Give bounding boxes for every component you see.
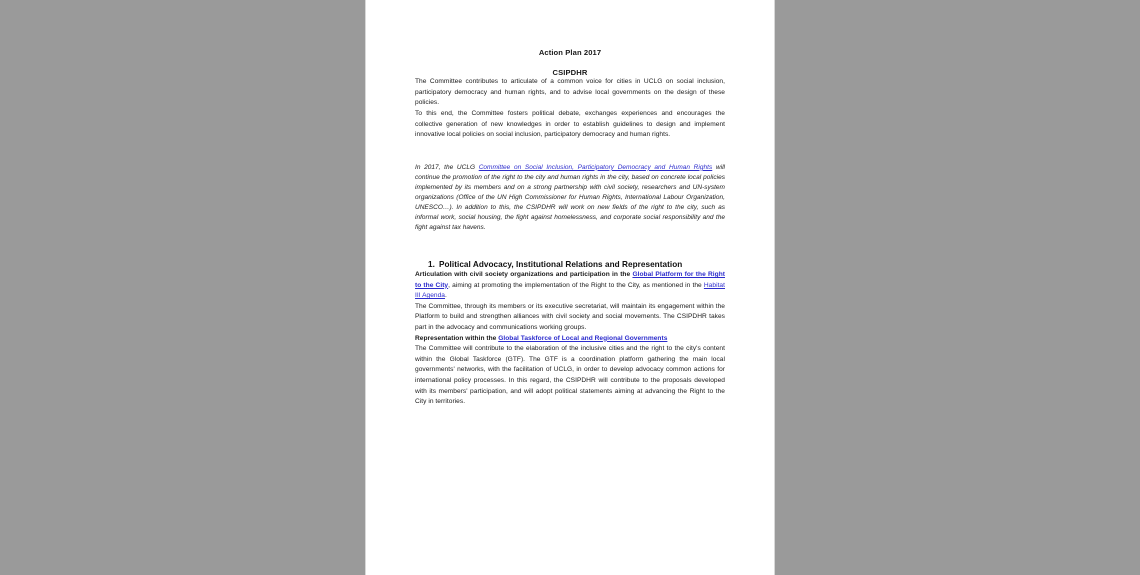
link-committee-social-inclusion[interactable]: Committee on Social Inclusion, Participatory Democracy and Human Rights [478, 163, 713, 171]
paragraph-intro-1: The Committee contributes to articulate of a common voice for cities in UCLG on social inclusion, participatory democracy and human rights, and to advise local governments on the design of these policies. [415, 78, 725, 107]
italic-text-pre: In 2017, the UCLG [415, 163, 479, 171]
paragraph-gtf-body: The Committee will contribute to the elaboration of the inclusive cities and the right to the city's content within the Global Taskforce (GTF). The GTF is a coordination platform gathering the main local governments' networks, with the facilitation of UCLG, in order to develop advocacy common actions for international policy processes. In this regard, the CSIPDHR will contribute to the proposals developed with its members' participation, and will adopt political statements aiming at advancing the Right to the City in territories. [415, 345, 725, 406]
articulation-text-post: , aiming at promoting the implementation of the Right to the City, as mentioned in the [448, 281, 704, 289]
heading-section-1-number: 1. [428, 259, 435, 269]
paragraph-representation-heading [415, 334, 725, 345]
heading-section-1 [415, 260, 725, 270]
link-habitat-iii-agenda[interactable]: Habitat III Agenda [415, 281, 725, 300]
italic-text-post: will continue the promotion of the right to the city and human rights in the city, based on concrete local policies implemented by its members and on a strong partnership with civil society, researchers and UN-system organizations (Office of the UN High Commissioner for Human Rights, International Labour Organization, UNESCO…). In addition to this, the CSIPDHR will work on new fields of the right to the city, such as informal work, social housing, the fight against homelessness, and corporate social responsibility and the fight against tax havens. [415, 163, 725, 231]
paragraph-committee-platform: The Committee, through its members or its executive secretariat, will maintain its engagement within the Platform to build and strengthen alliances with civil society and social movements. The CSIPDHR takes part in the advocacy and communications working groups. [415, 302, 725, 331]
paragraph-intro-2: To this end, the Committee fosters political debate, exchanges experiences and encourages the collective generation of new knowledges in order to establish guidelines to design and implement innovative local policies on social inclusion, participatory democracy and human rights. [415, 110, 725, 139]
representation-lead-bold: Representation within the [415, 334, 499, 342]
paragraph-articulation [415, 270, 725, 302]
link-global-platform-right-to-city[interactable]: Global Platform for the Right to the City [415, 271, 726, 289]
paragraph-italic-2017 [415, 163, 725, 233]
page-subtitle: CSIPDHR [552, 68, 588, 78]
document-page [365, 0, 775, 575]
articulation-lead-bold: Articulation with civil society organizations and participation in the [415, 271, 633, 279]
articulation-text-end: . [445, 292, 447, 300]
page-title: Action Plan 2017 [538, 48, 602, 57]
heading-section-1-text: Political Advocacy, Institutional Relations and Representation [439, 259, 683, 269]
link-global-taskforce[interactable]: Global Taskforce of Local and Regional Governments [498, 334, 668, 342]
